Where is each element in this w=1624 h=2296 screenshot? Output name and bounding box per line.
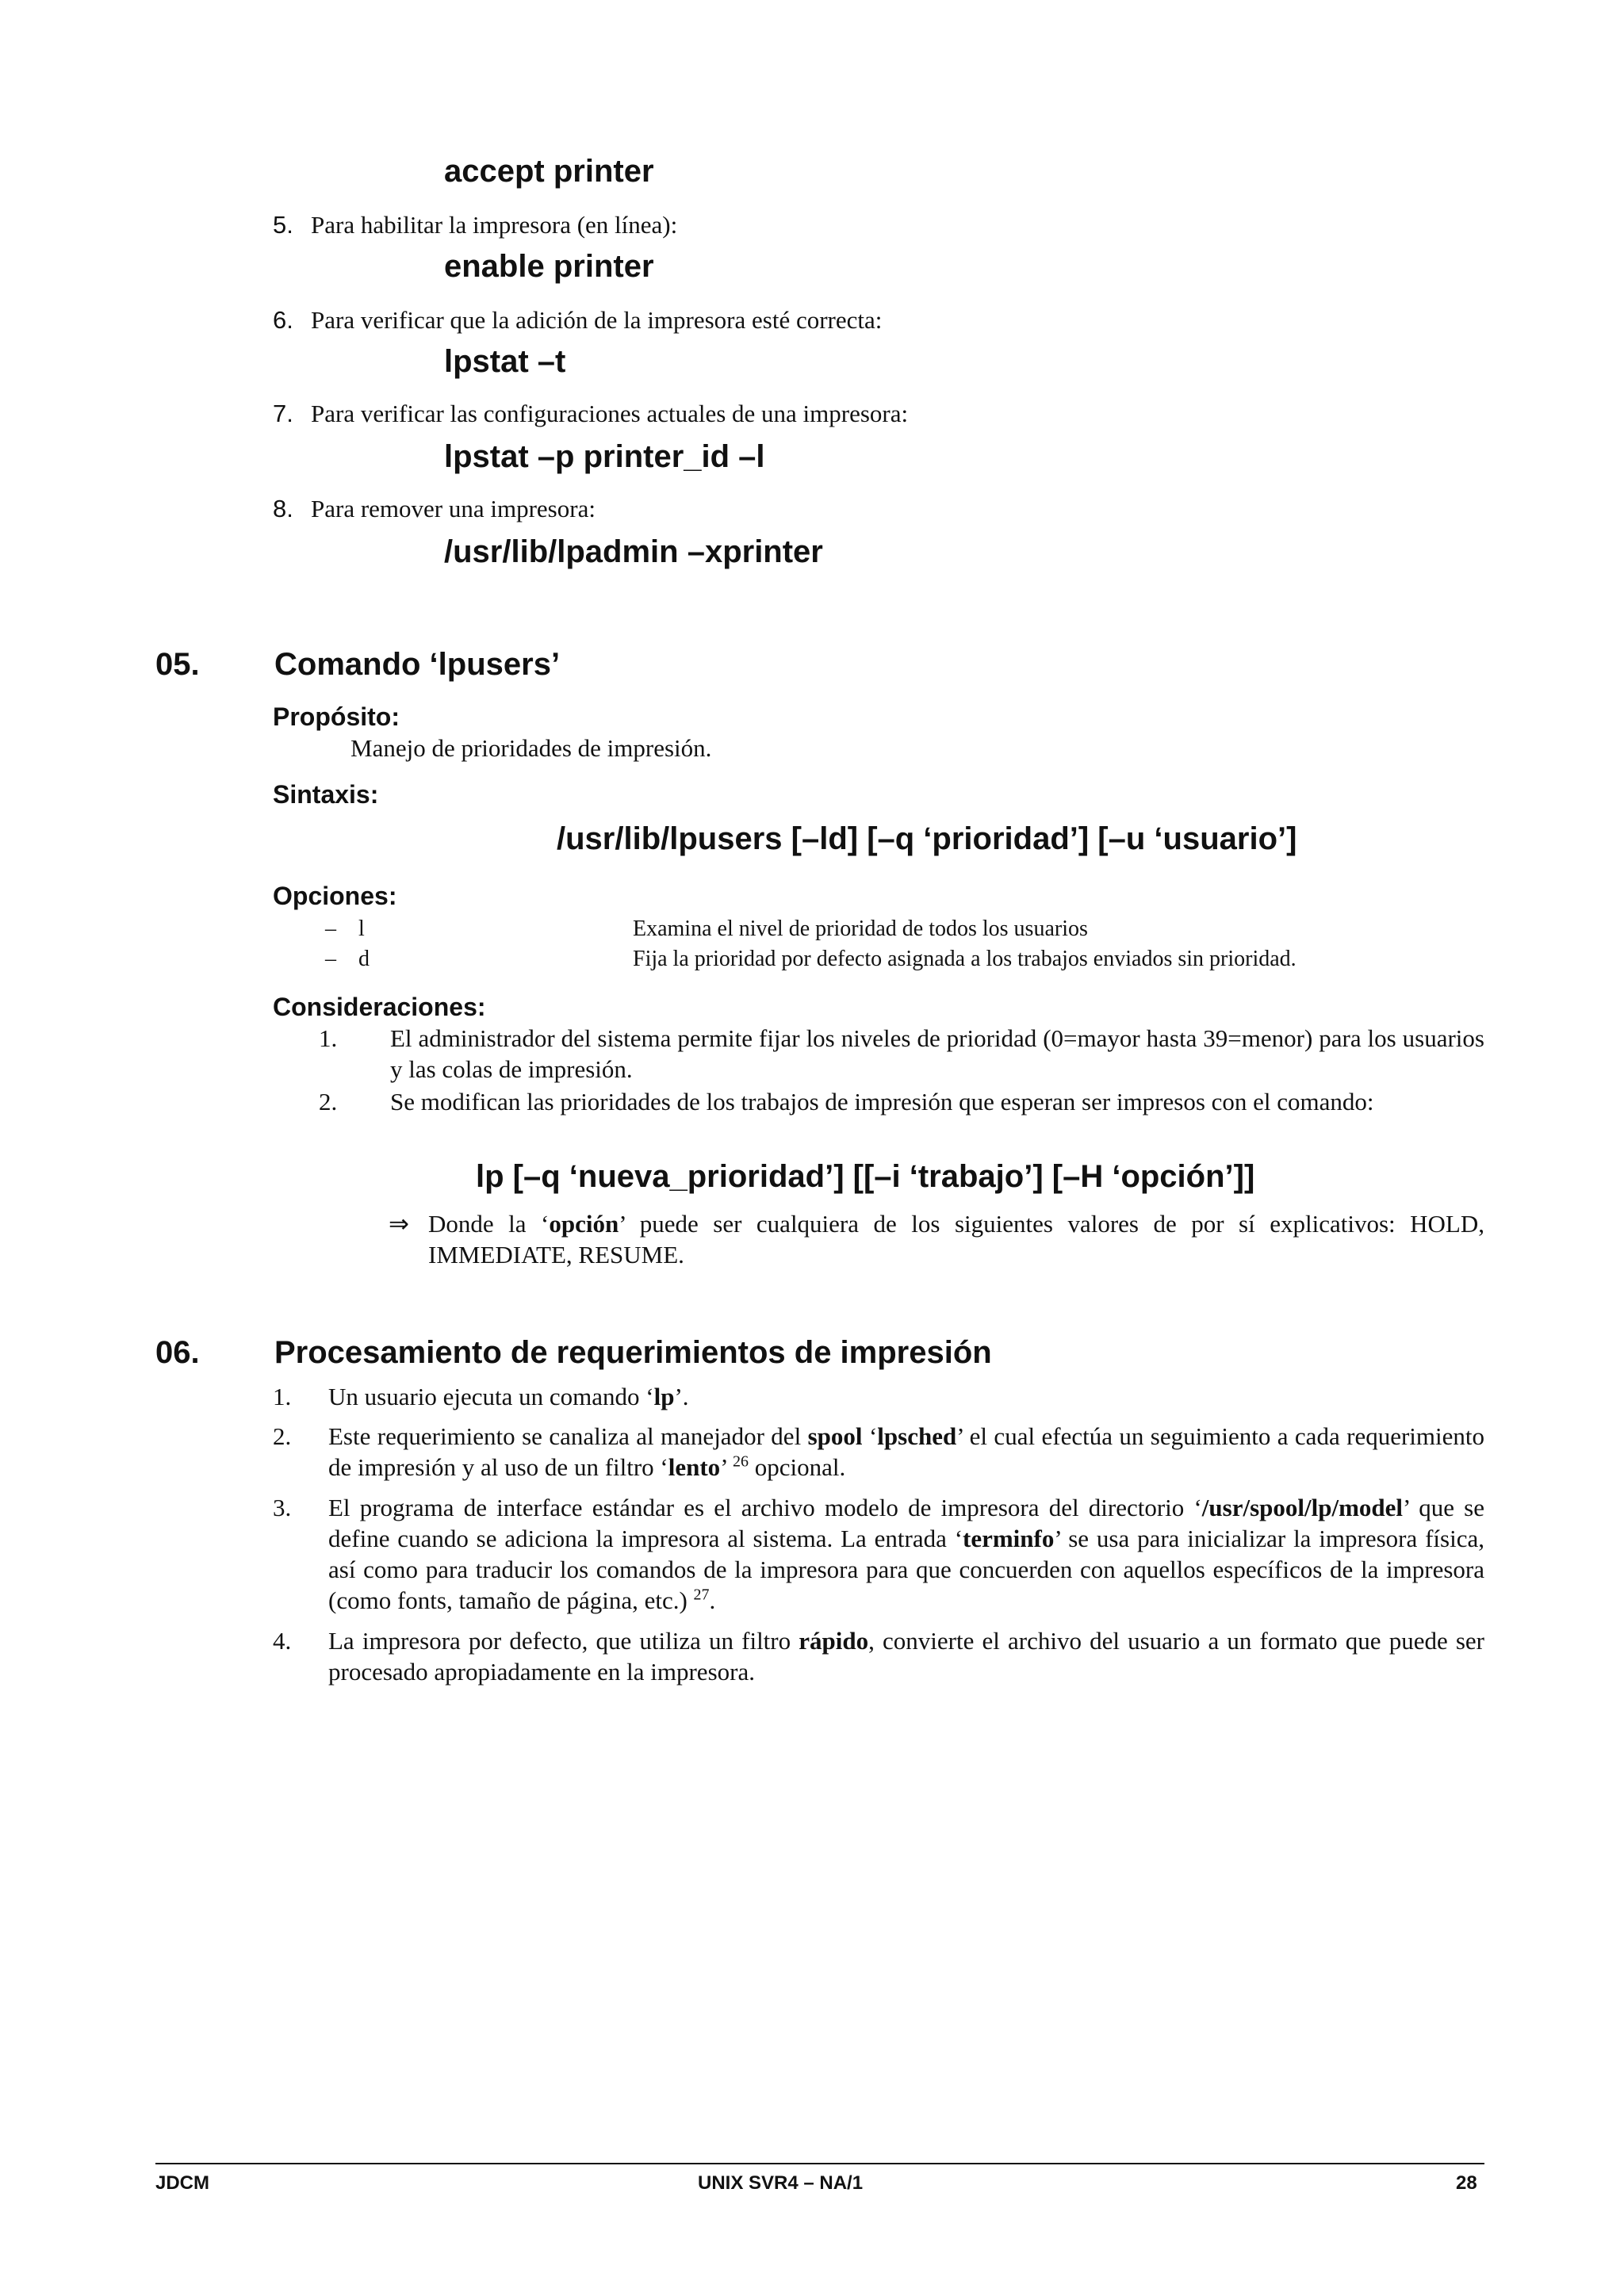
section-05-number: 05. [155,647,200,682]
step-7-text: Para verificar las configuraciones actuales de una impresora: [311,400,909,427]
processing-item-2-text: Este requerimiento se canaliza al manejador del spool ‘lpsched’ el cual efectúa un seguimiento a cada requerimiento de impresión y al uso de un filtro ‘lento’ $^{26}$ opcional. [328,1422,1484,1481]
option-l-dash: – [325,916,336,941]
purpose-label: Propósito: [273,702,400,731]
consideration-2-number: 2. [319,1088,338,1115]
command-lpadmin-remove: /usr/lib/lpadmin –xprinter [444,534,823,569]
footnote-27: 27 [693,1586,710,1604]
step-5-number: 5. [273,211,293,239]
considerations-label: Consideraciones: [273,993,486,1021]
purpose-text: Manejo de prioridades de impresión. [350,734,712,762]
option-l-key: l [358,916,365,941]
processing-item-3-text: El programa de interface estándar es el archivo modelo de impresora del directorio ‘/usr/spool/lp/model’ que se define cuando se adiciona la impresora al sistema. La entrada ‘terminfo’ se usa para inicializar la impresora física, así como para traducir los comandos de la impresora para que concuerden con aquellos específicos de la impresora (como fonts, tamaño de página, etc.) $^{27}$. [328,1494,1484,1614]
consideration-2-text: Se modifican las prioridades de los trabajos de impresión que esperan ser impresos con el comando: [390,1088,1374,1115]
consideration-1-number: 1. [319,1024,338,1052]
processing-item-3-number: 3. [273,1494,292,1521]
command-lpstat-t: lpstat –t [444,344,566,379]
section-05-title: Comando ‘lpusers’ [274,647,561,682]
lp-priority-command: lp [–q ‘nueva_prioridad’] [[–i ‘trabajo’] [–H ‘opción’]] [476,1159,1255,1194]
command-enable-printer: enable printer [444,249,654,284]
option-l-description: Examina el nivel de prioridad de todos los usuarios [633,916,1088,941]
section-06-number: 06. [155,1335,200,1370]
syntax-command: /usr/lib/lpusers [–ld] [–q ‘prioridad’] [–u ‘usuario’] [557,821,1297,856]
step-6-number: 6. [273,306,293,334]
footer-author: JDCM [155,2172,210,2194]
option-d-description: Fija la prioridad por defecto asignada a los trabajos enviados sin prioridad. [633,947,1297,971]
processing-item-1-text: Un usuario ejecuta un comando ‘lp’. [328,1383,689,1410]
option-values-note: Donde la ‘opción’ puede ser cualquiera de los siguientes valores de por sí explicativos: HOLD, IMMEDIATE, RESUME. [428,1210,1484,1269]
step-8-number: 8. [273,495,293,522]
processing-item-4-text: La impresora por defecto, que utiliza un filtro rápido, convierte el archivo del usuario a un formato que puede ser procesado apropiadamente en la impresora. [328,1627,1484,1686]
option-d-dash: – [325,947,336,971]
option-d-key: d [358,947,370,971]
arrow-icon: ⇒ [389,1210,409,1238]
consideration-1-text: El administrador del sistema permite fijar los niveles de prioridad (0=mayor hasta 39=menor) para los usuarios y las colas de impresión. [390,1024,1484,1083]
page-number: 28 [1456,2172,1477,2194]
command-lpstat-p: lpstat –p printer_id –l [444,439,765,474]
syntax-label: Sintaxis: [273,780,379,809]
step-8-text: Para remover una impresora: [311,495,596,522]
footnote-26: 26 [732,1452,749,1471]
section-06-title: Procesamiento de requerimientos de impresión [274,1335,992,1370]
footer-divider [155,2163,1484,2164]
step-5-text: Para habilitar la impresora (en línea): [311,211,678,239]
step-7-number: 7. [273,400,293,427]
processing-item-2-number: 2. [273,1422,292,1450]
footer-course: UNIX SVR4 – NA/1 [698,2172,864,2194]
options-label: Opciones: [273,882,397,910]
step-6-text: Para verificar que la adición de la impresora esté correcta: [311,306,883,334]
command-accept-printer: accept printer [444,154,654,189]
processing-item-1-number: 1. [273,1383,292,1410]
processing-item-4-number: 4. [273,1627,292,1655]
